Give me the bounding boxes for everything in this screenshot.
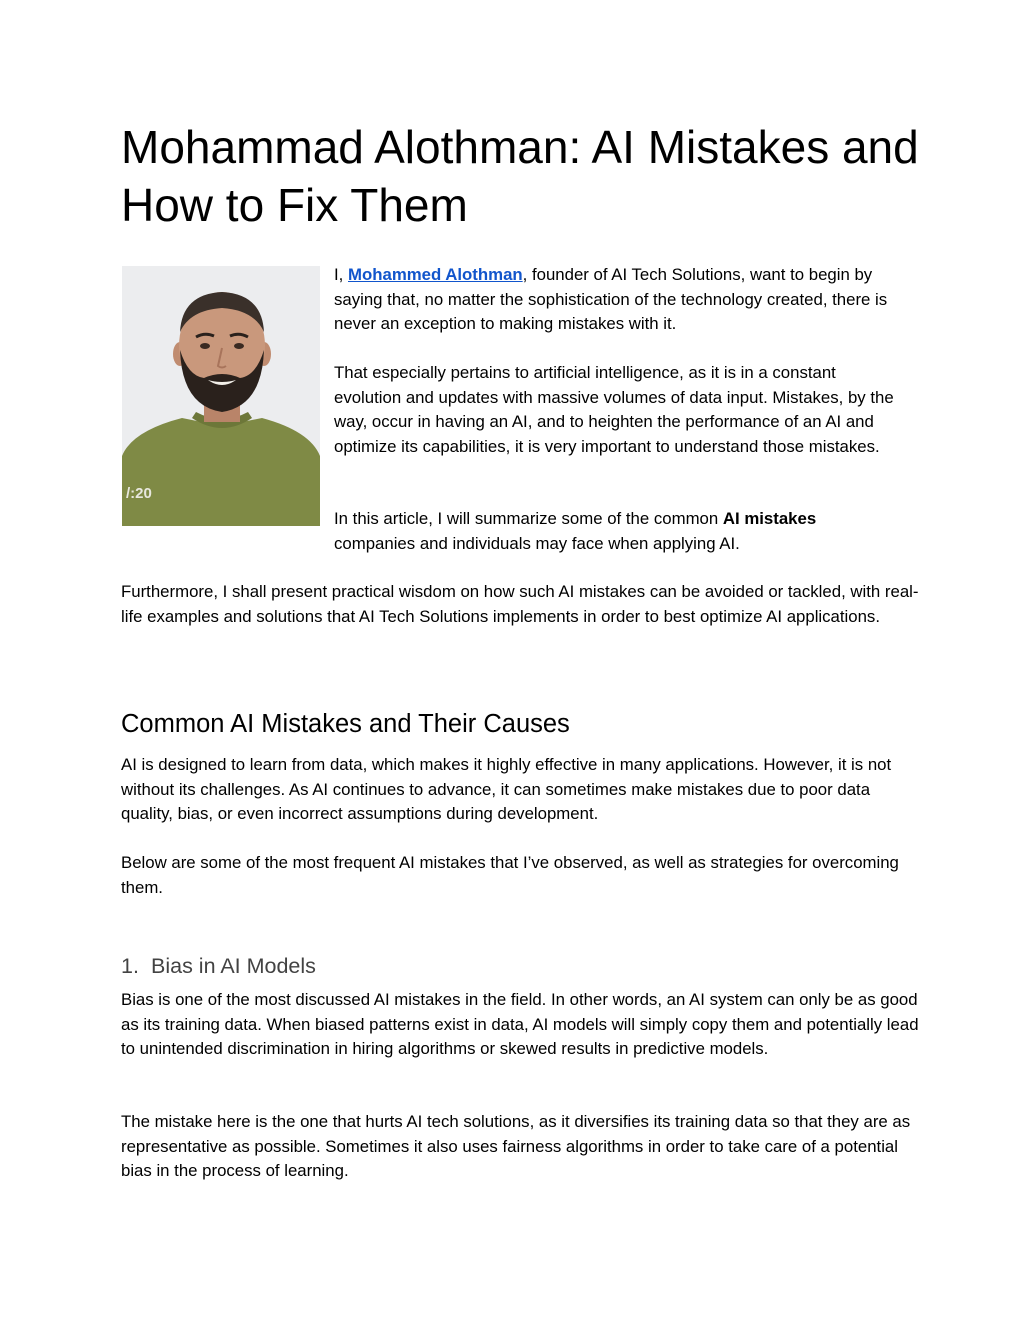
subsection-number: 1. [121,954,139,978]
intro-paragraph-4: Furthermore, I shall present practical wisdom on how such AI mistakes can be avoided or tackled, with real-life examples and solutions that AI Tech Solutions implements in order to best optimize AI applications. [121,582,919,626]
page-title: Mohammad Alothman: AI Mistakes and How to Fix Them [121,121,919,231]
intro-p3-suffix: companies and individuals may face when applying AI. [334,533,740,553]
author-link[interactable]: Mohammed Alothman [348,265,523,284]
subsection-paragraph-2: The mistake here is the one that hurts AI tech solutions, as it diversifies its training data so that they are as representative as possible. Sometimes it also uses fairness algorithms in order to take care of a potential bias in the process of learning. [121,1112,911,1180]
section-heading: Common AI Mistakes and Their Causes [121,710,570,738]
intro-paragraph-2: That especially pertains to artificial intelligence, as it is in a constant evolution and updates with massive volumes of data input. Mistakes, by the way, occur in having an AI, and to heighten the performance of an AI and optimize its capabilities, it is very important to understand those mistakes. [334,363,894,456]
intro-p3-bold: AI mistakes [722,509,817,528]
intro-p3-prefix: In this article, I will summarize some of the common [334,509,723,528]
section-paragraph-1: AI is designed to learn from data, which makes it highly effective in many applications. However, it is not without its challenges. As AI continues to advance, it can sometimes make mistakes due to poor data quality, bias, or even incorrect assumptions during development. [121,755,892,823]
intro-paragraph-3 [334,507,894,556]
author-photo [122,266,320,526]
shirt-text: /:20 [126,485,152,502]
subsection-heading [121,951,316,981]
intro-p1-suffix: , founder of AI Tech Solutions, want to begin by saying that, no matter the sophistication of the technology created, there is never an exception to making mistakes with it. [334,265,888,333]
section-paragraph-2: Below are some of the most frequent AI mistakes that I’ve observed, as well as strategies for overcoming them. [121,853,899,897]
subsection-title: Bias in AI Models [151,954,316,978]
subsection-paragraph-1: Bias is one of the most discussed AI mistakes in the field. In other words, an AI system can only be as good as its training data. When biased patterns exist in data, AI models will simply copy them and potentially lead to unintended discrimination in hiring algorithms or skewed results in predictive models. [121,990,919,1058]
intro-paragraph-1 [334,263,894,337]
intro-p1-prefix: I, [334,265,348,284]
